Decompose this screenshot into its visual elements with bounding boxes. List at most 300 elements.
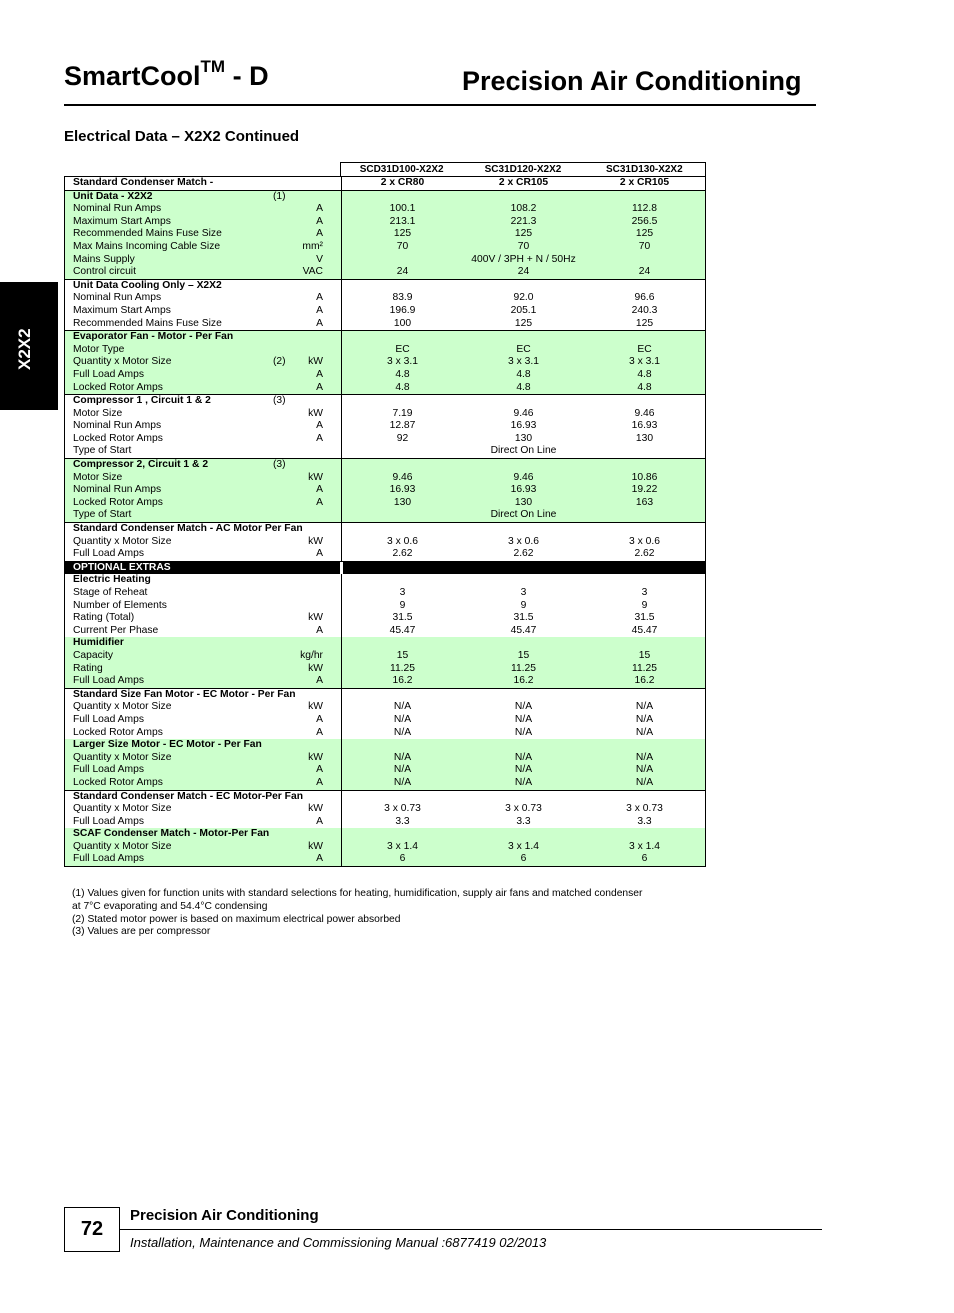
- table-row: [65, 318, 705, 331]
- row-label: Recommended Mains Fuse Size: [73, 317, 222, 329]
- table-group: [65, 458, 705, 522]
- footnote: (2) Stated motor power is based on maximum electrical power absorbed: [72, 913, 401, 925]
- table-row: [65, 803, 705, 816]
- group-heading: Evaporator Fan - Motor - Per Fan: [73, 331, 234, 343]
- table-row: [65, 472, 705, 485]
- table-row: [65, 420, 705, 433]
- table-row: [65, 625, 705, 638]
- value-cell: 205.1: [510, 304, 537, 316]
- brand-title: SmartCool™ - D: [64, 57, 269, 91]
- row-label: Full Load Amps: [73, 764, 144, 776]
- value-cell: 7.19: [392, 407, 413, 419]
- value-cell: 12.87: [389, 420, 416, 432]
- value-cell: N/A: [635, 701, 654, 713]
- value-cell: 2.62: [634, 548, 655, 560]
- table-row: [65, 828, 705, 841]
- table-row: [65, 254, 705, 267]
- value-cell: 130: [635, 432, 654, 444]
- row-label: Locked Rotor Amps: [73, 496, 163, 508]
- value-cell: 45.47: [631, 624, 658, 636]
- page-number: 72: [64, 1207, 120, 1252]
- section-title: Electrical Data – X2X2 Continued: [64, 128, 300, 145]
- table-subgroup: [65, 739, 705, 789]
- value-cells: [342, 587, 705, 600]
- row-label: Quantity x Motor Size: [73, 751, 172, 763]
- value-cell: 70: [638, 240, 651, 252]
- value-cell: 9: [520, 599, 527, 611]
- value-cell: [584, 459, 705, 472]
- value-cell: 70: [517, 240, 530, 252]
- unit-label: A: [316, 317, 323, 329]
- table-row: [65, 727, 705, 740]
- value-cell: 125: [393, 228, 412, 240]
- table-subgroup: [65, 637, 705, 687]
- value-cell: 163: [635, 496, 654, 508]
- group-heading: Standard Condenser Match - EC Motor-Per Fan: [73, 790, 303, 802]
- value-cell: [463, 523, 584, 536]
- value-cell: [584, 637, 705, 650]
- value-cell: [463, 459, 584, 472]
- table-group: [65, 522, 705, 561]
- value-cell: 96.6: [634, 292, 655, 304]
- row-label: Locked Rotor Amps: [73, 776, 163, 788]
- unit-label: A: [316, 548, 323, 560]
- value-cells: [342, 689, 705, 702]
- row-label: Locked Rotor Amps: [73, 726, 163, 738]
- value-cells: [342, 600, 705, 613]
- value-cell: N/A: [514, 713, 533, 725]
- table-row: [65, 292, 705, 305]
- row-label: Capacity: [73, 649, 114, 661]
- row-label: Quantity x Motor Size: [73, 803, 172, 815]
- model-name: SCD31D100-X2X2: [359, 164, 444, 175]
- value-cell: [584, 574, 705, 587]
- value-cell: [584, 689, 705, 702]
- table-row: [65, 777, 705, 790]
- value-cell: N/A: [393, 764, 412, 776]
- unit-label: kW: [308, 840, 323, 852]
- table-group: [65, 177, 705, 190]
- value-cell: 45.47: [389, 624, 416, 636]
- unit-label: A: [316, 624, 323, 636]
- value-cell: 3 x 0.6: [508, 535, 539, 547]
- group-heading: Standard Condenser Match - AC Motor Per Fan: [73, 523, 303, 535]
- value-cell: 100: [393, 317, 412, 329]
- value-cell: 256.5: [631, 215, 658, 227]
- value-cell: 3 x 1.4: [387, 840, 418, 852]
- footnote-ref: (1): [273, 190, 286, 202]
- value-cells: [342, 523, 705, 536]
- value-cells: [342, 408, 705, 421]
- group-heading: Standard Condenser Match -: [73, 177, 214, 188]
- unit-label: kW: [308, 803, 323, 815]
- column-divider: [341, 331, 342, 394]
- unit-label: A: [316, 292, 323, 304]
- row-label: Rating: [73, 662, 103, 674]
- group-heading: Unit Data Cooling Only – X2X2: [73, 279, 222, 291]
- value-cell: 4.8: [395, 381, 410, 393]
- value-cells: [342, 356, 705, 369]
- row-label: Nominal Run Amps: [73, 292, 162, 304]
- table-row: [65, 459, 705, 472]
- value-cell: [342, 828, 463, 841]
- table-row: [65, 356, 705, 369]
- row-label: Motor Size: [73, 471, 123, 483]
- value-cell: [584, 828, 705, 841]
- value-cell: [342, 459, 463, 472]
- optional-extras-bar: [65, 561, 705, 575]
- value-cell: N/A: [514, 764, 533, 776]
- row-label: Full Load Amps: [73, 368, 144, 380]
- value-cell: 2.62: [513, 548, 534, 560]
- value-cell: 3 x 0.73: [384, 803, 421, 815]
- value-cell: 45.47: [510, 624, 537, 636]
- footnote-ref: (3): [273, 395, 286, 407]
- value-cells: [342, 228, 705, 241]
- value-cell: 130: [514, 432, 533, 444]
- value-cell: N/A: [635, 764, 654, 776]
- value-cell: 3.3: [637, 815, 652, 827]
- footer-title: Precision Air Conditioning: [130, 1207, 319, 1224]
- table-row: [65, 266, 705, 279]
- column-divider: [341, 459, 342, 522]
- value-cell: 6: [399, 853, 406, 865]
- value-cell: 3.3: [395, 815, 410, 827]
- value-cell: 24: [517, 266, 530, 278]
- value-cells: [342, 433, 705, 446]
- value-cell: 24: [396, 266, 409, 278]
- table-row: [65, 203, 705, 216]
- table-row: [65, 509, 705, 522]
- value-cell: [584, 191, 705, 204]
- value-cells: [342, 369, 705, 382]
- value-cell: [342, 574, 463, 587]
- value-cell: 16.2: [634, 675, 655, 687]
- value-cell: 240.3: [631, 304, 658, 316]
- group-heading: Unit Data - X2X2: [73, 190, 153, 202]
- unit-label: kW: [308, 751, 323, 763]
- value-cell: [463, 689, 584, 702]
- value-cell: 9.46: [392, 471, 413, 483]
- unit-label: A: [316, 381, 323, 393]
- value-cells: [342, 637, 705, 650]
- value-cell: 70: [396, 240, 409, 252]
- value-cell: [342, 791, 463, 804]
- value-cell: 6: [520, 853, 527, 865]
- table-row: [65, 816, 705, 829]
- value-cell: [584, 791, 705, 804]
- value-cell: 31.5: [513, 612, 534, 624]
- model-name: SC31D120-X2X2: [484, 164, 562, 175]
- row-label: Locked Rotor Amps: [73, 432, 163, 444]
- value-cell: N/A: [635, 713, 654, 725]
- value-cell: 16.2: [392, 675, 413, 687]
- value-cell: 3 x 0.6: [387, 535, 418, 547]
- value-cells: [342, 305, 705, 318]
- row-label: Current Per Phase: [73, 624, 159, 636]
- value-cell: [584, 280, 705, 293]
- value-cell: 9.46: [634, 407, 655, 419]
- value-cell: 6: [641, 853, 648, 865]
- footnote: (3) Values are per compressor: [72, 926, 211, 938]
- unit-label: A: [316, 764, 323, 776]
- table-row: [65, 739, 705, 752]
- row-label: Locked Rotor Amps: [73, 381, 163, 393]
- value-cell: [342, 280, 463, 293]
- value-cell: N/A: [393, 726, 412, 738]
- value-cell: 9: [641, 599, 648, 611]
- value-cell: 3 x 0.6: [629, 535, 660, 547]
- value-cell: 3 x 3.1: [387, 356, 418, 368]
- group-heading: Larger Size Motor - EC Motor - Per Fan: [73, 739, 262, 751]
- value-cell: 10.86: [631, 471, 658, 483]
- value-cells: [342, 331, 705, 344]
- group-heading: Compressor 1 , Circuit 1 & 2: [73, 395, 211, 407]
- row-label: Type of Start: [73, 445, 132, 457]
- table-row: [65, 433, 705, 446]
- table-row: [65, 331, 705, 344]
- value-cell: N/A: [393, 776, 412, 788]
- footnote-ref: (3): [273, 459, 286, 471]
- table-row: [65, 574, 705, 587]
- value-cell: 130: [514, 496, 533, 508]
- table-group: [65, 279, 705, 330]
- group-heading: SCAF Condenser Match - Motor-Per Fan: [73, 828, 270, 840]
- value-cell: [342, 637, 463, 650]
- table-row: [65, 536, 705, 549]
- table-group: [65, 330, 705, 394]
- value-cell: 11.25: [631, 662, 657, 674]
- table-group: [65, 688, 705, 790]
- unit-label: A: [316, 484, 323, 496]
- table-subgroup: [65, 791, 705, 829]
- row-label: Maximum Start Amps: [73, 215, 171, 227]
- row-label: Stage of Reheat: [73, 587, 148, 598]
- unit-label: A: [316, 203, 323, 215]
- value-cells: [342, 727, 705, 740]
- value-cell: N/A: [514, 751, 533, 763]
- unit-label: mm²: [302, 240, 323, 252]
- value-cell: 92.0: [513, 292, 534, 304]
- value-cells: [342, 203, 705, 216]
- footer-rule: [120, 1229, 822, 1230]
- table-row: [65, 853, 705, 866]
- value-cell: N/A: [514, 726, 533, 738]
- unit-label: A: [316, 432, 323, 444]
- value-cell: 4.8: [516, 368, 531, 380]
- value-cell: [342, 395, 463, 408]
- unit-label: A: [316, 853, 323, 865]
- value-cell: EC: [395, 343, 410, 355]
- value-cells: [342, 280, 705, 293]
- value-cells: [342, 574, 705, 587]
- row-label: Max Mains Incoming Cable Size: [73, 240, 221, 252]
- value-cell: [342, 689, 463, 702]
- value-cell: 100.1: [389, 203, 416, 215]
- value-cell: 16.93: [510, 420, 537, 432]
- value-cell: 221.3: [510, 215, 537, 227]
- unit-label: V: [316, 253, 323, 265]
- value-cells: [342, 382, 705, 395]
- value-cell: [584, 523, 705, 536]
- column-divider: [341, 574, 342, 687]
- value-cells: [342, 791, 705, 804]
- value-cell: [342, 523, 463, 536]
- value-cell: 24: [638, 266, 651, 278]
- value-cell: N/A: [635, 726, 654, 738]
- value-cells: [342, 739, 705, 752]
- value-cell: 16.2: [513, 675, 534, 687]
- value-cell: 3.3: [516, 815, 531, 827]
- unit-label: A: [316, 726, 323, 738]
- table-row: [65, 689, 705, 702]
- unit-label: A: [316, 675, 323, 687]
- side-tab: [0, 282, 58, 410]
- table-row: [65, 395, 705, 408]
- unit-label: A: [316, 215, 323, 227]
- electrical-data-table: [64, 176, 706, 867]
- row-label: Control circuit: [73, 266, 136, 278]
- spanned-value: Direct On Line: [490, 445, 557, 457]
- spanned-value: Direct On Line: [490, 509, 557, 521]
- footnote: (1) Values given for function units with standard selections for heating, humidification, supply air fans and matched condenser: [72, 888, 643, 899]
- unit-label: A: [316, 420, 323, 432]
- table-row: [65, 241, 705, 254]
- value-cell: [463, 574, 584, 587]
- value-cell: 2.62: [392, 548, 413, 560]
- row-label: Number of Elements: [73, 599, 167, 611]
- column-divider: [341, 523, 342, 561]
- value-cell: 4.8: [637, 368, 652, 380]
- table-row: [65, 714, 705, 727]
- table-group: [65, 790, 705, 867]
- value-cell: 3 x 0.73: [626, 803, 663, 815]
- value-cells: [342, 752, 705, 765]
- table-row: [65, 497, 705, 510]
- column-divider: [341, 689, 342, 790]
- value-cells: [342, 828, 705, 841]
- value-cell: 16.93: [510, 484, 537, 496]
- value-cell: 125: [635, 228, 654, 240]
- value-cell: [463, 637, 584, 650]
- value-cells: [342, 675, 705, 688]
- value-cell: 4.8: [516, 381, 531, 393]
- value-cell: N/A: [514, 701, 533, 713]
- column-divider: [341, 191, 342, 279]
- value-cell: [342, 739, 463, 752]
- value-cells: [342, 548, 705, 561]
- value-cell: 11.25: [389, 662, 415, 674]
- value-cell: N/A: [393, 701, 412, 713]
- value-cells: [342, 853, 705, 866]
- row-label: Quantity x Motor Size: [73, 356, 172, 368]
- value-cell: 19.22: [631, 484, 658, 496]
- unit-label: kW: [308, 612, 323, 624]
- table-row: [65, 637, 705, 650]
- value-cell: N/A: [635, 751, 654, 763]
- group-heading: Humidifier: [73, 637, 124, 649]
- row-label: Full Load Amps: [73, 853, 144, 865]
- value-cells: [342, 777, 705, 790]
- page-title: Precision Air Conditioning: [462, 66, 802, 96]
- row-label: Recommended Mains Fuse Size: [73, 228, 222, 240]
- optional-extras-label: OPTIONAL EXTRAS: [73, 561, 171, 573]
- value-cell: 31.5: [634, 612, 655, 624]
- table-row: [65, 445, 705, 458]
- column-divider: [341, 791, 342, 867]
- value-cell: [463, 791, 584, 804]
- value-cell: 125: [635, 317, 654, 329]
- value-cells: [342, 714, 705, 727]
- value-cells: [342, 497, 705, 510]
- table-row: [65, 228, 705, 241]
- value-cell: 2 x CR105: [498, 177, 549, 188]
- table-row: [65, 191, 705, 204]
- unit-label: A: [316, 496, 323, 508]
- value-cell: 9.46: [513, 471, 534, 483]
- table-row: [65, 791, 705, 804]
- unit-label: VAC: [302, 266, 323, 278]
- table-row: [65, 663, 705, 676]
- table-row: [65, 484, 705, 497]
- value-cell: [463, 280, 584, 293]
- value-cell: 108.2: [510, 203, 537, 215]
- value-cells: [342, 841, 705, 854]
- value-cell: [463, 331, 584, 344]
- value-cells: [342, 803, 705, 816]
- table-group: [65, 394, 705, 458]
- unit-label: kg/hr: [300, 649, 323, 661]
- value-cell: 3: [520, 587, 527, 598]
- value-cell: [463, 191, 584, 204]
- table-row: [65, 408, 705, 421]
- value-cell: 11.25: [510, 662, 536, 674]
- value-cell: 4.8: [395, 368, 410, 380]
- row-label: Type of Start: [73, 509, 132, 521]
- value-cell: 125: [514, 317, 533, 329]
- side-tab-label: X2X2: [15, 328, 34, 370]
- value-cell: 2 x CR105: [619, 177, 670, 188]
- value-cell: 2 x CR80: [380, 177, 425, 188]
- table-row: [65, 216, 705, 229]
- table-row: [65, 548, 705, 561]
- unit-label: kW: [308, 662, 323, 674]
- model-name: SC31D130-X2X2: [605, 164, 683, 175]
- column-gap: [340, 562, 343, 575]
- unit-label: A: [316, 304, 323, 316]
- unit-label: kW: [308, 535, 323, 547]
- value-cells: [342, 816, 705, 829]
- row-label: Full Load Amps: [73, 815, 144, 827]
- value-cell: 92: [396, 432, 409, 444]
- value-cell: 9.46: [513, 407, 534, 419]
- value-cell: [463, 739, 584, 752]
- row-label: Nominal Run Amps: [73, 420, 162, 432]
- value-cell: [584, 331, 705, 344]
- footnote: at 7°C evaporating and 54.4°C condensing: [72, 900, 268, 912]
- row-label: Nominal Run Amps: [73, 484, 162, 496]
- table-row: [65, 612, 705, 625]
- row-label: Full Load Amps: [73, 675, 144, 687]
- value-cells: [342, 764, 705, 777]
- value-cell: [342, 191, 463, 204]
- unit-label: kW: [308, 407, 323, 419]
- value-cells: [342, 663, 705, 676]
- row-label: Maximum Start Amps: [73, 304, 171, 316]
- table-row: [65, 587, 705, 600]
- unit-label: A: [316, 713, 323, 725]
- table-row: [65, 752, 705, 765]
